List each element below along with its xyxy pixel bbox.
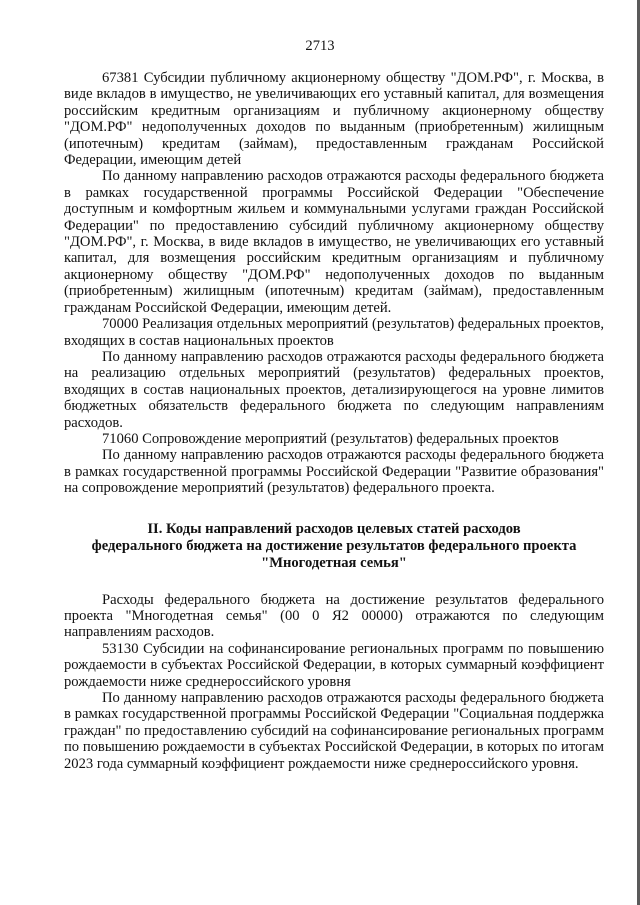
section-heading-line-3: "Многодетная семья"	[261, 554, 407, 571]
paragraph-53130-description: По данному направлению расходов отражаются расходы федерального бюджета в рамках государственной программы Российской Федерации "Социальная поддержка граждан" по предоставлению субсидий на софинансирование региональных программ по повышению рождаемости в субъектах Российской Федерации, в которых по итогам 2023 года суммарный коэффициент рождаемости ниже среднероссийского уровня.	[64, 690, 604, 772]
paragraph-67381-description: По данному направлению расходов отражаются расходы федерального бюджета в рамках государственной программы Российской Федерации "Обеспечение доступным и комфортным жильем и коммунальными услугами граждан Российской Федерации" по предоставлению субсидий публичному акционерному обществу "ДОМ.РФ", г. Москва, в виде вкладов в имущество, не увеличивающих его уставный капитал, для возмещения российским кредитным организациям и публичному акционерному обществу "ДОМ.РФ" недополученных доходов по выданным (приобретенным) жилищным (ипотечным) кредитам (займам), предоставленным гражданам Российской Федерации, имеющим детей.	[64, 168, 604, 316]
paragraph-section-intro: Расходы федерального бюджета на достижение результатов федерального проекта "Многодетная семья" (00 0 Я2 00000) отражаются по следующим направлениям расходов.	[64, 591, 604, 641]
paragraph-71060-description: По данному направлению расходов отражаются расходы федерального бюджета в рамках государственной программы Российской Федерации "Развитие образования" на сопровождение мероприятий (результатов) федерального проекта.	[64, 447, 604, 497]
paragraph-67381-title: 67381 Субсидии публичному акционерному обществу "ДОМ.РФ", г. Москва, в виде вкладов в имущество, не увеличивающих его уставный капитал, для возмещения российским кредитным организациям и публичному акционерному обществу "ДОМ.РФ" недополученных доходов по выданным (приобретенным) жилищным (ипотечным) кредитам (займам), предоставленным гражданам Российской Федерации, имеющим детей	[64, 70, 604, 169]
section-heading-line-1: II. Коды направлений расходов целевых статей расходов	[147, 520, 521, 537]
paragraph-53130-title: 53130 Субсидии на софинансирование региональных программ по повышению рождаемости в субъектах Российской Федерации, в которых суммарный коэффициент рождаемости ниже среднероссийского уровня	[64, 640, 604, 690]
page-number: 2713	[305, 38, 335, 54]
section-heading	[64, 521, 604, 572]
document-body	[64, 70, 604, 772]
paragraph-70000-description: По данному направлению расходов отражаются расходы федерального бюджета на реализацию отдельных мероприятий (результатов) федеральных проектов, входящих в состав национальных проектов, детализирующегося на уровне лимитов бюджетных обязательств федерального бюджета по следующим направлениям расходов.	[64, 348, 604, 431]
paragraph-70000-title: 70000 Реализация отдельных мероприятий (результатов) федеральных проектов, входящих в состав национальных проектов	[64, 316, 604, 349]
paragraph-71060-title: 71060 Сопровождение мероприятий (результатов) федеральных проектов	[102, 430, 559, 447]
section-heading-line-2: федерального бюджета на достижение результатов федерального проекта	[91, 537, 577, 554]
